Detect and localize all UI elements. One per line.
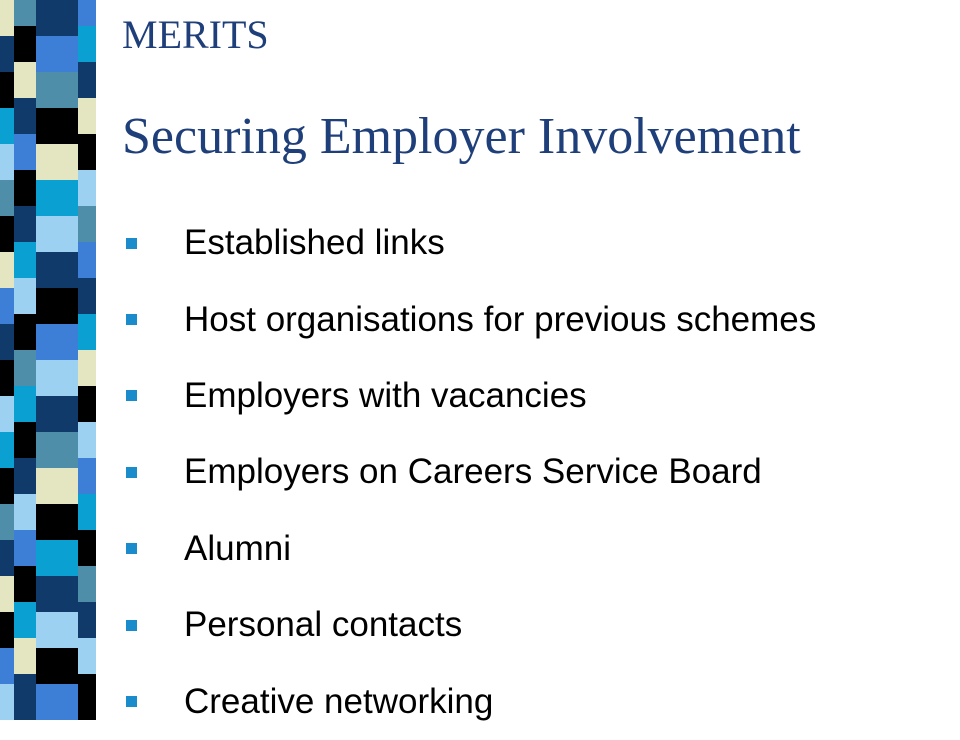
- stripe-tile: [78, 566, 96, 602]
- stripe-tile: [0, 576, 14, 612]
- stripe-tile: [78, 134, 96, 170]
- stripe-tile: [36, 504, 78, 540]
- stripe-tile: [0, 144, 14, 180]
- stripe-tile: [36, 180, 78, 216]
- stripe-tile: [78, 0, 96, 26]
- stripe-tile: [0, 0, 14, 36]
- stripe-tile: [14, 674, 36, 720]
- bullet-text: Employers on Careers Service Board: [184, 452, 762, 492]
- stripe-tile: [0, 612, 14, 648]
- stripe-tile: [36, 540, 78, 576]
- stripe-tile: [36, 576, 78, 612]
- stripe-tile: [14, 26, 36, 62]
- stripe-tile: [14, 278, 36, 314]
- stripe-tile: [78, 494, 96, 530]
- bullet-item: [122, 663, 960, 739]
- stripe-tile: [14, 170, 36, 206]
- stripe-tile: [14, 206, 36, 242]
- bullet-item: [122, 205, 960, 281]
- stripe-tile: [14, 350, 36, 386]
- stripe-tile: [78, 242, 96, 278]
- stripe-tile: [14, 386, 36, 422]
- stripe-tile: [14, 0, 36, 26]
- stripe-tile: [14, 638, 36, 674]
- square-bullet-icon: [126, 238, 137, 249]
- stripe-tile: [78, 206, 96, 242]
- stripe-tile: [36, 648, 78, 684]
- square-bullet-icon: [126, 390, 137, 401]
- slide-supertitle: MERITS: [122, 12, 269, 57]
- stripe-tile: [0, 540, 14, 576]
- slide-title: Securing Employer Involvement: [122, 108, 801, 165]
- stripe-tile: [78, 386, 96, 422]
- bullet-text: Employers with vacancies: [184, 375, 587, 415]
- stripe-tile: [78, 314, 96, 350]
- stripe-tile: [0, 396, 14, 432]
- stripe-tile: [36, 72, 78, 108]
- stripe-tile: [0, 108, 14, 144]
- stripe-tile: [36, 144, 78, 180]
- stripe-tile: [36, 396, 78, 432]
- stripe-tile: [0, 180, 14, 216]
- stripe-tile: [78, 602, 96, 638]
- bullet-item: [122, 587, 960, 663]
- bullet-text: Host organisations for previous schemes: [184, 299, 817, 339]
- bullet-item: [122, 434, 960, 510]
- stripe-tile: [14, 314, 36, 350]
- stripe-tile: [0, 360, 14, 396]
- stripe-tile: [36, 612, 78, 648]
- stripe-tile: [78, 278, 96, 314]
- stripe-tile: [36, 252, 78, 288]
- square-bullet-icon: [126, 314, 137, 325]
- stripe-tile: [14, 422, 36, 458]
- stripe-tile: [0, 432, 14, 468]
- stripe-tile: [36, 684, 78, 720]
- stripe-tile: [14, 242, 36, 278]
- stripe-tile: [78, 422, 96, 458]
- bullet-item: [122, 281, 960, 357]
- stripe-tile: [14, 134, 36, 170]
- stripe-tile: [78, 170, 96, 206]
- stripe-gap: [96, 0, 108, 720]
- stripe-tile: [36, 324, 78, 360]
- stripe-tile: [0, 648, 14, 684]
- stripe-tile: [0, 36, 14, 72]
- stripe-tile: [36, 108, 78, 144]
- stripe-tile: [36, 432, 78, 468]
- stripe-tile: [36, 36, 78, 72]
- stripe-tile: [0, 504, 14, 540]
- stripe-tile: [36, 0, 78, 36]
- stripe-tile: [78, 26, 96, 62]
- bullet-text: Personal contacts: [184, 605, 463, 645]
- bullet-text: Creative networking: [184, 681, 494, 721]
- stripe-tile: [0, 216, 14, 252]
- square-bullet-icon: [126, 696, 137, 707]
- stripe-tile: [36, 468, 78, 504]
- stripe-tile: [14, 458, 36, 494]
- stripe-tile: [14, 566, 36, 602]
- square-bullet-icon: [126, 467, 137, 478]
- stripe-tile: [14, 602, 36, 638]
- stripe-tile: [78, 638, 96, 674]
- stripe-tile: [0, 684, 14, 720]
- stripe-tile: [78, 98, 96, 134]
- stripe-tile: [14, 494, 36, 530]
- stripe-tile: [78, 62, 96, 98]
- stripe-tile: [36, 288, 78, 324]
- stripe-tile: [0, 252, 14, 288]
- decorative-stripe: [0, 0, 108, 720]
- bullet-text: Alumni: [184, 528, 291, 568]
- stripe-tile: [36, 216, 78, 252]
- stripe-tile: [78, 350, 96, 386]
- stripe-tile: [78, 530, 96, 566]
- bullet-text: Established links: [184, 223, 445, 263]
- bullet-item: [122, 358, 960, 434]
- stripe-tile: [78, 458, 96, 494]
- stripe-tile: [0, 72, 14, 108]
- stripe-tile: [78, 674, 96, 720]
- stripe-tile: [0, 468, 14, 504]
- square-bullet-icon: [126, 543, 137, 554]
- bullet-item: [122, 511, 960, 587]
- stripe-tile: [0, 288, 14, 324]
- stripe-tile: [14, 530, 36, 566]
- bullet-list: [122, 205, 960, 740]
- stripe-tile: [36, 360, 78, 396]
- stripe-tile: [14, 62, 36, 98]
- stripe-tile: [0, 324, 14, 360]
- square-bullet-icon: [126, 620, 137, 631]
- stripe-tile: [14, 98, 36, 134]
